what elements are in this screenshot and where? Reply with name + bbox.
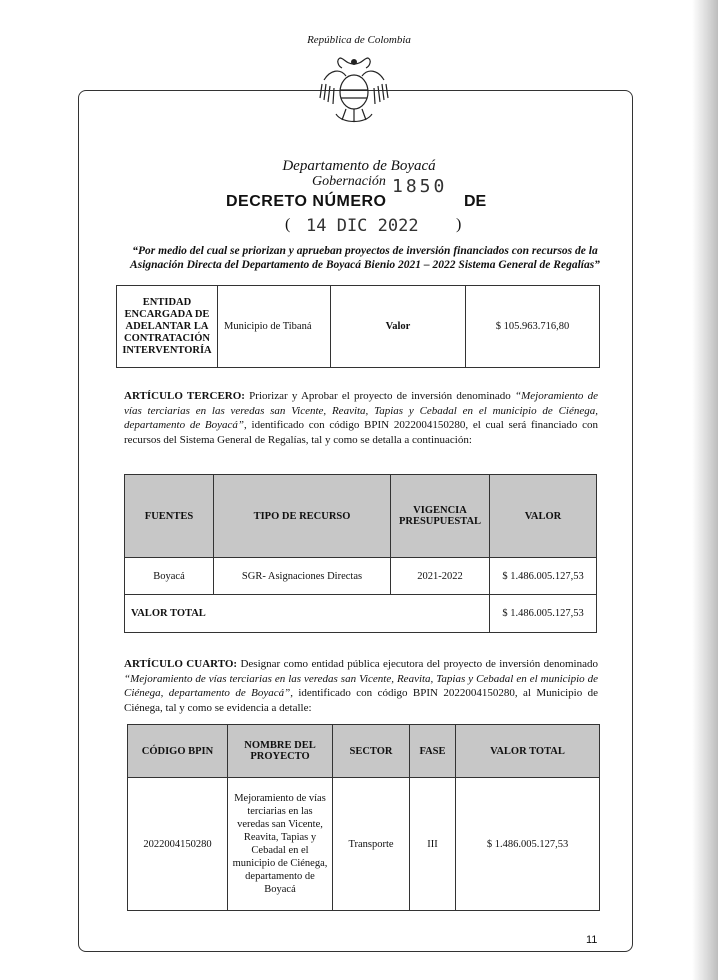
de-label: DE [464, 193, 487, 210]
gobernacion-label: Gobernación [312, 174, 386, 189]
ejecutora-table [127, 724, 600, 911]
cell-fase: III [410, 778, 456, 911]
cell-sector: Transporte [333, 778, 410, 911]
cell-tipo-recurso: SGR- Asignaciones Directas [214, 558, 391, 595]
header-vigencia: VIGENCIA PRESUPUESTAL [391, 475, 490, 558]
page-edge-shadow [692, 0, 718, 980]
header-codigo-bpin: CÓDIGO BPIN [128, 725, 228, 778]
cell-codigo-bpin: 2022004150280 [128, 778, 228, 911]
header-fase: FASE [410, 725, 456, 778]
cell-nombre-proyecto: Mejoramiento de vías terciarias en las veredas san Vicente, Reavita, Tapias y Cebadal en el municipio de Ciénega, departamento de Boyacá [228, 778, 333, 911]
fuentes-table [124, 474, 597, 633]
decreto-label: DECRETO NÚMERO [226, 193, 387, 210]
articulo-cuarto [124, 657, 598, 715]
entity-label-cell: ENTIDAD ENCARGADA DE ADELANTAR LA CONTRATACIÓN INTERVENTORÍA [117, 286, 218, 368]
departamento-title: Departamento de Boyacá [282, 158, 436, 174]
date-stamp: 14 DIC 2022 [306, 216, 419, 236]
header-sector: SECTOR [333, 725, 410, 778]
republica-header: República de Colombia [307, 34, 411, 46]
interventoria-table [116, 285, 600, 368]
cell-vigencia: 2021-2022 [391, 558, 490, 595]
valor-total-label: VALOR TOTAL [125, 595, 490, 633]
page-number: 11 [586, 934, 598, 946]
paren-close: ) [456, 216, 462, 233]
articulo-tercero-text1: Priorizar y Aprobar el proyecto de inversión denominado [244, 390, 515, 402]
valor-cell: $ 105.963.716,80 [466, 286, 600, 368]
articulo-tercero-title: ARTÍCULO TERCERO: [124, 390, 245, 402]
articulo-tercero [124, 389, 598, 447]
valor-total-value: $ 1.486.005.127,53 [490, 595, 597, 633]
header-nombre-proyecto: NOMBRE DEL PROYECTO [228, 725, 333, 778]
cell-valor-total: $ 1.486.005.127,53 [456, 778, 600, 911]
decree-subtitle: “Por medio del cual se priorizan y aprueban proyectos de inversión financiados con recursos de la Asignación Directa del Departamento de Boyacá Bienio 2021 – 2022 Sistema General de Regalías” [130, 245, 600, 271]
header-tipo-recurso: TIPO DE RECURSO [214, 475, 391, 558]
articulo-cuarto-title: ARTÍCULO CUARTO: [124, 658, 238, 670]
paren-open: ( [285, 216, 291, 233]
articulo-cuarto-text2: , identificado con código BPIN 2022004150280, al Municipio de Ciénega, tal y como se evidencia a detalle: [124, 687, 598, 714]
header-fuentes: FUENTES [125, 475, 214, 558]
coat-of-arms-icon [316, 54, 392, 126]
valor-label-cell: Valor [331, 286, 466, 368]
header-valor-total: VALOR TOTAL [456, 725, 600, 778]
cell-fuente: Boyacá [125, 558, 214, 595]
articulo-tercero-text2: , identificado con código BPIN 2022004150280, el cual será financiado con recursos del Sistema General de Regalías, tal y como se detalla a continuación: [124, 419, 598, 446]
articulo-tercero-project: “Mejoramiento de vías terciarias en las veredas san Vicente, Reavita, Tapias y Cebadal en el municipio de Ciénega, departamento de Boyacá” [124, 390, 598, 431]
articulo-cuarto-text1: Designar como entidad pública ejecutora del proyecto de inversión denominado [237, 658, 598, 670]
entity-name-cell: Municipio de Tibaná [218, 286, 331, 368]
cell-valor: $ 1.486.005.127,53 [490, 558, 597, 595]
header-valor: VALOR [490, 475, 597, 558]
decree-number-stamp: 1850 [392, 176, 448, 197]
articulo-cuarto-project: “Mejoramiento de vías terciarias en las veredas san Vicente, Reavita, Tapias y Cebadal en el municipio de Ciénega, departamento de Boyacá” [124, 672, 598, 699]
